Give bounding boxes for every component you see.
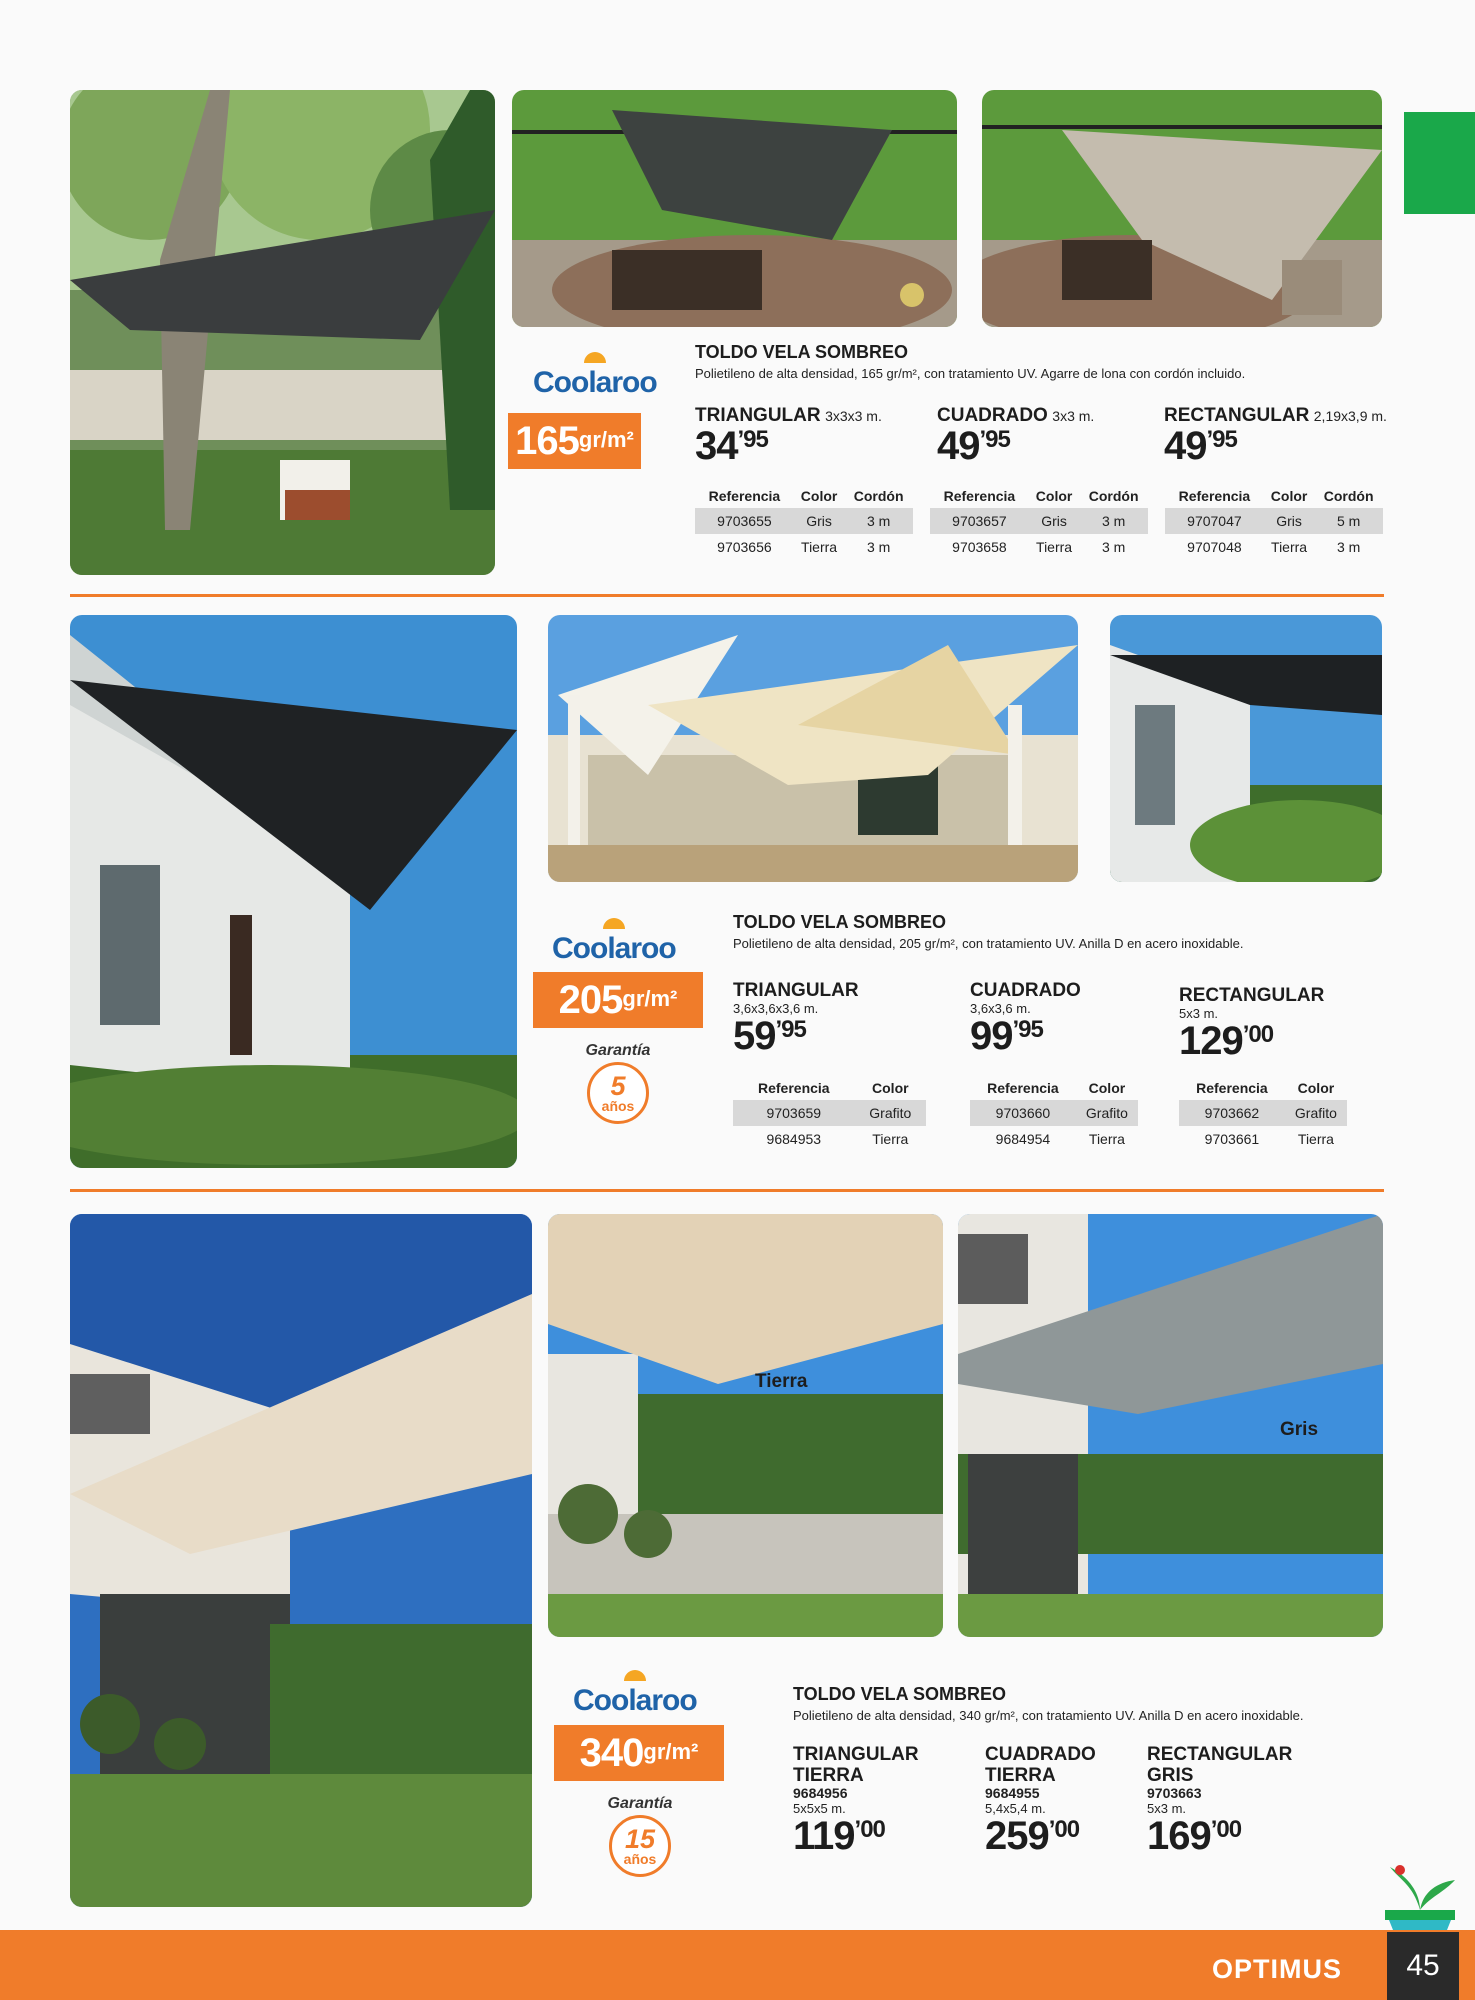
photo-modern-house-beige-sail — [70, 1214, 532, 1907]
table-row: 9703661 Tierra — [1204, 1131, 1334, 1147]
reference-table-square-1 — [930, 484, 1148, 560]
photo-terrace-tierra-sail — [548, 1214, 943, 1637]
warranty-label: Garantía — [585, 1042, 651, 1059]
price: 59’95 — [733, 1014, 806, 1058]
table-row: 9684954 Tierra — [995, 1131, 1125, 1147]
price: 99’95 — [970, 1014, 1043, 1058]
variant-size: 5,4x5,4 m. — [985, 1801, 1046, 1816]
variant-size: 5x3 m. — [1179, 1006, 1219, 1021]
variant-triangular-3 — [793, 1744, 919, 1856]
table-row: 9703655 Gris 3 m — [695, 508, 913, 534]
brand-name: Coolaroo — [573, 1684, 697, 1717]
reference-table-triangular-2 — [733, 1076, 926, 1152]
weight-value: 340 — [579, 1730, 644, 1775]
table-row: 9703656 Tierra 3 m — [717, 539, 891, 555]
variant-square-2 — [970, 980, 1081, 1056]
sun-icon — [624, 1670, 646, 1681]
warranty-unit: años — [623, 1850, 657, 1867]
photo-patio-beige-sail — [982, 90, 1382, 327]
variant-name: RECTANGULAR — [1164, 405, 1310, 426]
section-divider-1 — [70, 594, 1384, 597]
variant-rectangular-2 — [1179, 985, 1324, 1061]
warranty-years: 15 — [624, 1823, 656, 1854]
variant-size: 3x3x3 m. — [825, 408, 882, 424]
price: 49’95 — [1164, 424, 1237, 468]
col-header: Color — [1297, 1080, 1335, 1096]
variant-size: 5x5x5 m. — [793, 1801, 846, 1816]
weight-badge-2 — [533, 972, 703, 1028]
variant-size: 3x3 m. — [1052, 408, 1095, 424]
reference-table-rectangular-1 — [1165, 484, 1383, 560]
photo-label-gris: Gris — [1280, 1419, 1319, 1440]
table-row: 9707047 Gris 5 m — [1165, 508, 1383, 534]
section-tab — [1404, 112, 1475, 214]
variant-color: TIERRA — [985, 1765, 1056, 1786]
product-title-3: TOLDO VELA SOMBREO — [793, 1684, 1007, 1704]
brand-logo-2 — [552, 932, 676, 966]
variant-color: GRIS — [1147, 1765, 1194, 1786]
reference-table-rectangular-2 — [1179, 1076, 1347, 1152]
variant-reference: 9684956 — [793, 1785, 848, 1801]
col-header: Cordón — [853, 488, 904, 504]
variant-rectangular-3 — [1147, 1744, 1292, 1856]
weight-badge-3 — [554, 1725, 724, 1781]
col-header: Referencia — [943, 488, 1016, 504]
variant-reference: 9684955 — [985, 1785, 1040, 1801]
brand-logo-1 — [533, 366, 657, 400]
col-header: Referencia — [987, 1080, 1059, 1096]
weight-value: 205 — [558, 977, 623, 1022]
warranty-years: 5 — [610, 1070, 626, 1101]
variant-name: CUADRADO — [970, 980, 1081, 1001]
variant-color: TIERRA — [793, 1765, 864, 1786]
price: 34’95 — [695, 424, 768, 468]
variant-size: 3,6x3,6 m. — [970, 1001, 1031, 1016]
brand-name: Coolaroo — [552, 932, 676, 965]
warranty-unit: años — [601, 1097, 635, 1114]
price: 169’00 — [1147, 1814, 1242, 1858]
weight-unit: gr/m² — [578, 427, 634, 452]
photo-label-tierra: Tierra — [755, 1371, 808, 1392]
warranty-ring — [587, 1062, 649, 1124]
col-header: Color — [1035, 488, 1073, 504]
price: 259’00 — [985, 1814, 1080, 1858]
col-header: Color — [1270, 488, 1308, 504]
col-header: Color — [1088, 1080, 1126, 1096]
page-number-box — [1387, 1932, 1459, 2000]
col-header: Referencia — [758, 1080, 830, 1096]
warranty-badge-5 — [578, 1042, 658, 1124]
variant-triangular-1 — [695, 405, 882, 466]
product-description-2: Polietileno de alta densidad, 205 gr/m², con tratamiento UV. Anilla D en acero inoxidable. — [733, 936, 1244, 951]
price: 119’00 — [793, 1814, 885, 1858]
sun-icon — [584, 352, 606, 363]
weight-badge-1 — [508, 413, 641, 469]
brand-logo-3 — [573, 1684, 697, 1718]
col-header: Referencia — [1196, 1080, 1268, 1096]
warranty-badge-15 — [600, 1795, 680, 1877]
photo-porch-dark-sail — [1110, 615, 1382, 882]
table-row: 9703659 Grafito — [733, 1100, 926, 1126]
photo-terrace-gris-sail — [958, 1214, 1383, 1637]
photo-house-dark-sail — [70, 615, 517, 1168]
product-description-3: Polietileno de alta densidad, 340 gr/m², con tratamiento UV. Anilla D en acero inoxidable. — [793, 1708, 1304, 1723]
weight-value: 165 — [515, 418, 579, 463]
col-header: Cordón — [1088, 488, 1139, 504]
warranty-ring — [609, 1815, 671, 1877]
price: 129’00 — [1179, 1019, 1274, 1063]
variant-name: CUADRADO — [937, 405, 1048, 426]
variant-name: TRIANGULAR — [793, 1744, 919, 1765]
page-number: 45 — [1406, 1949, 1440, 1982]
reference-table-triangular-1 — [695, 484, 913, 560]
sun-icon — [603, 918, 625, 929]
section-divider-2 — [70, 1189, 1384, 1192]
variant-size: 2,19x3,9 m. — [1313, 408, 1387, 424]
table-row: 9684953 Tierra — [766, 1131, 909, 1147]
table-row: 9703658 Tierra 3 m — [952, 539, 1126, 555]
product-title-2: TOLDO VELA SOMBREO — [733, 912, 947, 932]
table-row: 9703662 Grafito — [1179, 1100, 1347, 1126]
product-description-1: Polietileno de alta densidad, 165 gr/m², con tratamiento UV. Agarre de lona con cordón incluido. — [695, 366, 1246, 381]
variant-square-1 — [937, 405, 1094, 466]
table-row: 9707048 Tierra 3 m — [1187, 539, 1361, 555]
product-title-1: TOLDO VELA SOMBREO — [695, 342, 909, 362]
col-header: Referencia — [1178, 488, 1251, 504]
footer-brand: OPTIMUS — [1212, 1954, 1343, 1984]
col-header: Color — [800, 488, 838, 504]
photo-garden-sail — [70, 90, 495, 575]
variant-square-3 — [985, 1744, 1096, 1856]
price: 49’95 — [937, 424, 1010, 468]
table-row: 9703660 Grafito — [970, 1100, 1138, 1126]
warranty-label: Garantía — [607, 1795, 673, 1812]
variant-name: RECTANGULAR — [1147, 1744, 1293, 1765]
brand-name: Coolaroo — [533, 366, 657, 399]
weight-unit: gr/m² — [622, 986, 678, 1011]
variant-triangular-2 — [733, 980, 859, 1056]
variant-size: 3,6x3,6x3,6 m. — [733, 1001, 819, 1016]
variant-reference: 9703663 — [1147, 1785, 1202, 1801]
col-header: Color — [872, 1080, 909, 1096]
variant-name: TRIANGULAR — [695, 405, 821, 426]
weight-unit: gr/m² — [643, 1739, 699, 1764]
reference-table-square-2 — [970, 1076, 1138, 1152]
col-header: Cordón — [1323, 488, 1374, 504]
col-header: Referencia — [708, 488, 781, 504]
table-row: 9703657 Gris 3 m — [930, 508, 1148, 534]
plant-icon — [1375, 1855, 1465, 1935]
variant-rectangular-1 — [1164, 405, 1387, 466]
variant-name: TRIANGULAR — [733, 980, 859, 1001]
variant-size: 5x3 m. — [1147, 1801, 1187, 1816]
variant-name: CUADRADO — [985, 1744, 1096, 1765]
photo-poolhouse-sails — [548, 615, 1078, 882]
photo-patio-dark-sail — [512, 90, 957, 327]
variant-name: RECTANGULAR — [1179, 985, 1325, 1006]
